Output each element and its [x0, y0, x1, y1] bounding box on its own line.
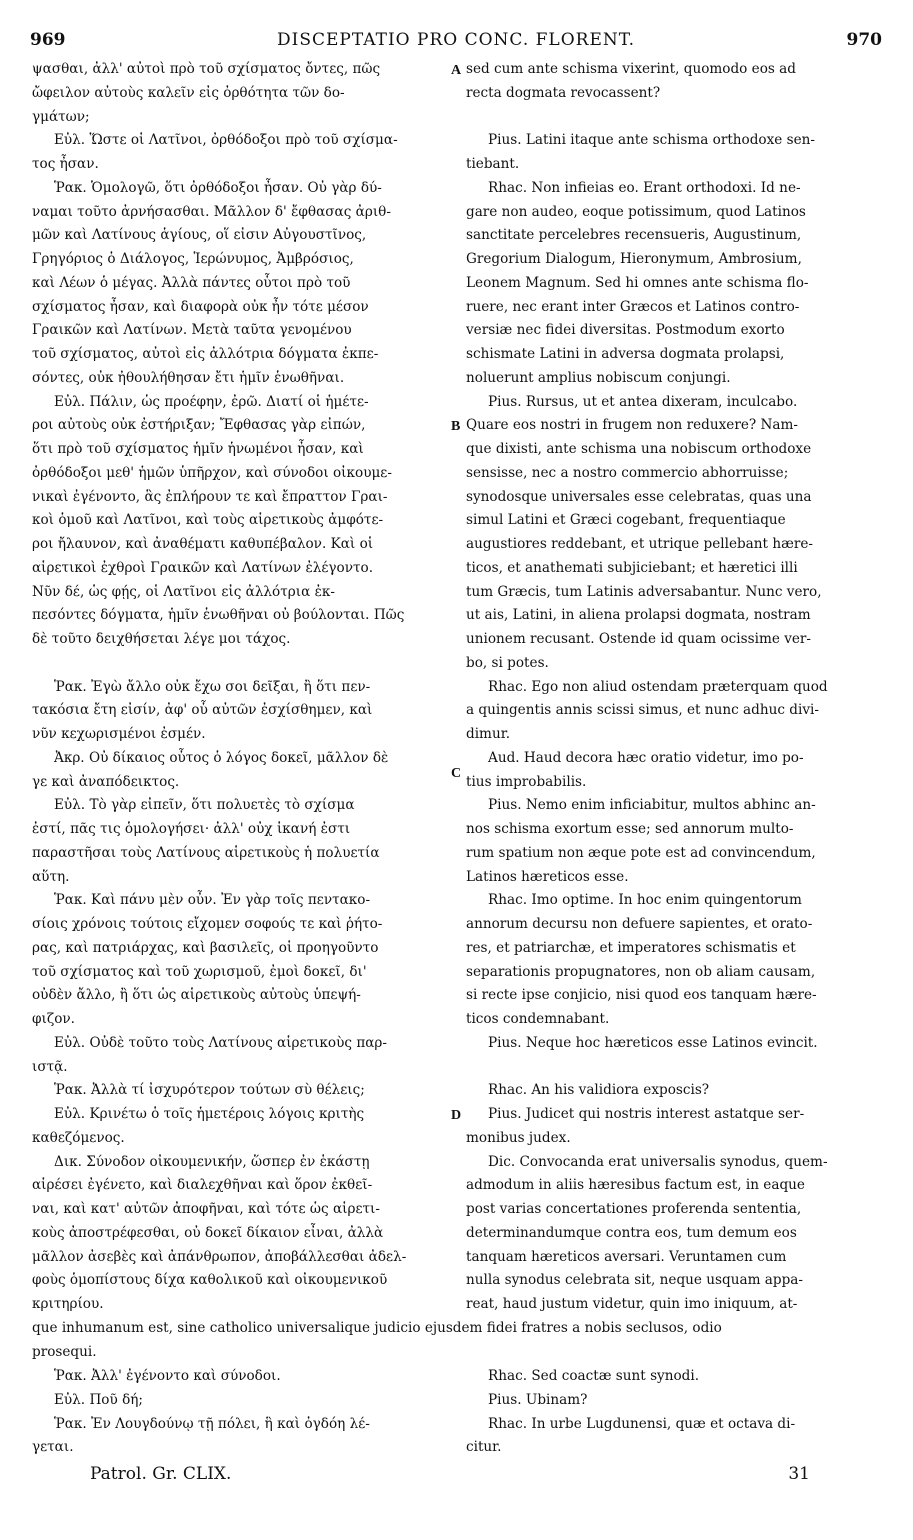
- running-title: DISCEPTATIO PRO CONC. FLORENT.: [277, 30, 635, 50]
- latin-text-line: monibus judex.: [466, 1129, 571, 1146]
- greek-text-line: σίοις χρόνοις τούτοις εἴχομεν σοφούς τε καὶ ῥήτο-: [32, 916, 383, 932]
- latin-text-line: [466, 106, 878, 130]
- greek-text-line: πεσόντες δόγματα, ἡμῖν ἑνωθῆναι οὐ βούλονται. Πῶς: [32, 607, 405, 624]
- greek-text-line: σχίσματος ἦσαν, καὶ διαφορὰ οὐκ ἦν τότε μέσον: [32, 298, 369, 315]
- latin-text-line: tum Græcis, tum Latinis adversabantur. Nunc vero,: [466, 583, 822, 600]
- greek-text-line: [32, 652, 447, 676]
- latin-text-line: bo, si potes.: [466, 654, 549, 671]
- latin-text-line: ruere, nec erant inter Græcos et Latinos contro-: [466, 298, 800, 315]
- greek-text-line: σόντες, οὐκ ἠθουλήθησαν ἔτι ἡμῖν ἑνωθῆναι.: [32, 369, 345, 386]
- latin-text-line: ut ais, Latini, in aliena prolapsi dogmata, nostram: [466, 607, 811, 624]
- greek-text-line: ιστᾷ.: [32, 1058, 68, 1075]
- latin-text-line: noluerunt amplius nobiscum conjungi.: [466, 369, 731, 386]
- latin-text-line: Rhac. Ego non aliud ostendam præterquam quod: [488, 678, 828, 695]
- latin-text-line: dimur.: [466, 726, 511, 742]
- latin-text-line: a quingentis annis scissi simus, et nunc adhuc divi-: [466, 702, 819, 719]
- latin-text-line: augustiores reddebant, et utrique pellebant hære-: [466, 536, 813, 552]
- latin-text-line: [466, 1056, 878, 1080]
- latin-text-line: sensisse, nec a nostro commercio abhorruisse;: [466, 464, 789, 481]
- page-header: [30, 30, 882, 56]
- latin-text-line: unionem recusant. Ostende id quam ocissime ver-: [466, 631, 812, 647]
- latin-text-line: Leonem Magnum. Sed hi omnes ante schisma flo-: [466, 274, 809, 291]
- greek-text-line: γε καὶ ἀναπόδεικτος.: [32, 773, 180, 790]
- greek-text-line: Ῥακ. Ἐν Λουγδούνῳ τῇ πόλει, ἣ καὶ ὀγδόη λέ-: [54, 1415, 370, 1432]
- greek-text-line: μῶν καὶ Λατίνους ἁγίους, οἵ εἰσιν Αὐγουστῖνος,: [32, 227, 367, 244]
- series-label: Patrol. Gr. CLIX.: [90, 1464, 232, 1484]
- page-footer: [90, 1464, 810, 1492]
- greek-text-line: Γραικῶν καὶ Λατίνων. Μετὰ ταῦτα γενομένου: [32, 322, 352, 339]
- greek-text-line: αἱρέσει ἐγένετο, καὶ διαλεχθῆναι καὶ ὅρον ἐκθεῖ-: [32, 1177, 373, 1194]
- latin-text-line: Quare eos nostri in frugem non reduxere? Nam-: [466, 417, 798, 434]
- latin-text-line: Latinos hæreticos esse.: [466, 868, 629, 885]
- latin-text-line: schismate Latini in adversa dogmata prolapsi,: [466, 346, 785, 362]
- section-marker-c: C: [451, 766, 462, 781]
- latin-text-line: tiebant.: [466, 156, 520, 172]
- greek-text-line: Ῥακ. Ἀλλὰ τί ἰσχυρότερον τούτων σὺ θέλεις;: [54, 1082, 365, 1099]
- greek-text-line: Ἀκρ. Οὐ δίκαιος οὗτος ὁ λόγος δοκεῖ, μᾶλλον δὲ: [54, 749, 389, 766]
- latin-text-line: Pius. Ubinam?: [488, 1391, 588, 1408]
- greek-text-line: Ῥακ. Καὶ πάνυ μὲν οὖν. Ἐν γὰρ τοῖς πεντακο-: [54, 892, 371, 909]
- greek-text-line: καθεζόμενος.: [32, 1129, 125, 1146]
- greek-text-line: καὶ Λέων ὁ μέγας. Ἀλλὰ πάντες οὗτοι πρὸ τοῦ: [32, 274, 351, 291]
- greek-text-line: Εὐλ. Οὐδὲ τοῦτο τοὺς Λατίνους αἱρετικοὺς παρ-: [54, 1034, 388, 1051]
- latin-text-line: Pius. Rursus, ut et antea dixeram, inculcabo.: [488, 393, 798, 410]
- latin-text-line: Pius. Neque hoc hæreticos esse Latinos evincit.: [488, 1034, 818, 1051]
- latin-text-line: res, et patriarchæ, et imperatores schismatis et: [466, 939, 796, 956]
- latin-text-line: que dixisti, ante schisma una nobiscum orthodoxe: [466, 441, 812, 457]
- page-number-left: 969: [30, 30, 66, 50]
- greek-text-line: Εὐλ. Κρινέτω ὁ τοῖς ἡμετέροις λόγοις κριτὴς: [54, 1106, 365, 1122]
- greek-text-line: φοὺς ὁμοπίστους δίχα καθολικοῦ καὶ οἰκουμενικοῦ: [32, 1272, 388, 1289]
- latin-text-line: Rhac. Imo optime. In hoc enim quingentorum: [488, 892, 802, 909]
- greek-text-line: ναι, καὶ κατ' αὐτῶν ἀποφῆναι, καὶ τότε ὡς αἱρετι-: [32, 1201, 380, 1217]
- latin-text-line: simul Latini et Græci cogebant, frequentiaque: [466, 512, 786, 529]
- greek-text-line: ὅτι πρὸ τοῦ σχίσματος ἡμῖν ἡνωμένοι ἦσαν, καὶ: [32, 441, 364, 457]
- greek-text-line: παραστῆσαι τοὺς Λατίνους αἱρετικοὺς ἡ πολυετία: [32, 844, 380, 861]
- greek-text-line: κοὶ ὁμοῦ καὶ Λατῖνοι, καὶ τοὺς αἱρετικοὺς ἀμφότε-: [32, 512, 384, 529]
- greek-text-line: ἐστί, πᾶς τις ὁμολογήσει· ἀλλ' οὐχ ἱκανή ἐστι: [32, 821, 351, 837]
- latin-text-line: Rhac. Non infieias eo. Erant orthodoxi. Id ne-: [488, 179, 801, 196]
- latin-text-line: Dic. Convocanda erat universalis synodus, quem-: [488, 1153, 828, 1170]
- latin-text-line: Aud. Haud decora hæc oratio videtur, imo po-: [488, 749, 804, 766]
- greek-text-line: ψασθαι, ἀλλ' αὐτοὶ πρὸ τοῦ σχίσματος ὄντες, πῶς: [32, 61, 381, 77]
- greek-text-line: Νῦν δέ, ὡς φῄς, οἱ Λατῖνοι εἰς ἀλλότρια ἐκ-: [32, 583, 335, 600]
- latin-text-line: reat, haud justum videtur, quin imo iniquum, at-: [466, 1296, 798, 1312]
- latin-bottom-column: [466, 1365, 878, 1460]
- greek-text-line: Εὐλ. Ὥστε οἱ Λατῖνοι, ὀρθόδοξοι πρὸ τοῦ σχίσμα-: [54, 132, 398, 149]
- greek-text-line: γμάτων;: [32, 108, 90, 125]
- latin-text-line: determinandumque contra eos, tum demum eos: [466, 1224, 797, 1241]
- greek-text-line: φιζον.: [32, 1011, 75, 1027]
- latin-text-line: nos schisma exortum esse; sed annorum multo-: [466, 821, 794, 837]
- greek-text-line: τοῦ σχίσματος καὶ τοῦ χωρισμοῦ, ἐμοὶ δοκεῖ, δι': [32, 963, 367, 980]
- latin-text-line: sed cum ante schisma vixerint, quomodo eos ad: [466, 61, 796, 77]
- latin-text-line: ticos, et anathemati subjiciebant; et hæretici illi: [466, 559, 798, 576]
- section-marker-b: B: [451, 419, 461, 434]
- greek-text-line: ροι ἤλαυνον, καὶ ἀναθέματι καθυπέβαλον. Καὶ οἱ: [32, 536, 374, 552]
- greek-text-line: οὐδὲν ἄλλο, ἢ ὅτι ὡς αἱρετικοὺς αὐτοὺς ὑπεψή-: [32, 987, 361, 1004]
- latin-text-line: Gregorium Dialogum, Hieronymum, Ambrosium,: [466, 251, 802, 267]
- latin-text-line: annorum decursu non defuere sapientes, et orato-: [466, 916, 813, 932]
- section-marker-a: A: [451, 63, 462, 78]
- greek-text-line: αὕτη.: [32, 868, 70, 885]
- greek-text-line: νῦν κεχωρισμένοι ἐσμέν.: [32, 726, 206, 742]
- latin-text-line: tanquam hæreticos aversari. Veruntamen cum: [466, 1248, 787, 1265]
- greek-text-line: Εὐλ. Πάλιν, ὡς προέφην, ἐρῶ. Διατί οἱ ἡμέτε-: [54, 393, 369, 410]
- latin-column: [466, 58, 878, 1317]
- latin-text-line: recta dogmata revocassent?: [466, 84, 661, 101]
- latin-text-line: Pius. Judicet qui nostris interest astatque ser-: [488, 1106, 805, 1122]
- full-width-line: prosequi.: [32, 1343, 97, 1360]
- latin-text-line: ticos condemnabant.: [466, 1011, 610, 1027]
- greek-text-line: Γρηγόριος ὁ Διάλογος, Ἱερώνυμος, Ἀμβρόσιος,: [32, 251, 354, 267]
- latin-text-line: nulla synodus celebrata sit, neque usquam appa-: [466, 1272, 803, 1289]
- latin-text-line: synodosque universales esse celebratas, quas una: [466, 488, 812, 505]
- greek-text-line: αἱρετικοὶ ἐχθροὶ Γραικῶν καὶ Λατίνων ἐλέγοντο.: [32, 559, 374, 576]
- signature-number: 31: [788, 1464, 810, 1484]
- greek-text-line: δὲ τοῦτο δειχθήσεται λέγε μοι τάχος.: [32, 631, 291, 647]
- greek-text-line: μᾶλλον ἀσεβὲς καὶ ἀπάνθρωπον, ἀποβάλλεσθαι ἀδελ-: [32, 1248, 407, 1265]
- greek-text-line: Ῥακ. Ἐγὼ ἄλλο οὐκ ἔχω σοι δεῖξαι, ἢ ὅτι πεν-: [54, 678, 371, 695]
- greek-text-line: νικαὶ ἐγένοντο, ἃς ἐπλήρουν τε καὶ ἔπραττον Γραι-: [32, 488, 388, 505]
- full-width-line: que inhumanum est, sine catholico universalique judicio ejusdem fidei fratres a nobis seclusos, odio: [32, 1320, 722, 1336]
- latin-text-line: tius improbabilis.: [466, 773, 587, 790]
- greek-text-line: γεται.: [32, 1439, 74, 1456]
- latin-text-line: Pius. Nemo enim inficiabitur, multos abhinc an-: [488, 797, 816, 814]
- page-number-right: 970: [846, 30, 882, 50]
- latin-text-line: Rhac. Sed coactæ sunt synodi.: [488, 1368, 700, 1384]
- greek-text-line: ροι αὐτοὺς οὐκ ἐστήριξαν; Ἔφθασας γὰρ εἰπών,: [32, 417, 366, 434]
- full-width-text: [32, 1317, 882, 1365]
- latin-text-line: separationis propugnatores, non ob aliam causam,: [466, 963, 816, 980]
- greek-bottom-column: [32, 1365, 447, 1460]
- section-marker-d: D: [451, 1108, 462, 1123]
- greek-text-line: τακόσια ἔτη εἰσίν, ἀφ' οὗ αὐτῶν ἐσχίσθημεν, καὶ: [32, 702, 373, 719]
- latin-text-line: post varias concertationes proferenda sententia,: [466, 1201, 802, 1217]
- greek-text-line: Εὐλ. Τὸ γὰρ εἰπεῖν, ὅτι πολυετὲς τὸ σχίσμα: [54, 797, 355, 814]
- latin-text-line: Rhac. In urbe Lugdunensi, quæ et octava di-: [488, 1415, 796, 1432]
- latin-text-line: sanctitate percelebres recensueris, Augustinum,: [466, 227, 802, 244]
- latin-text-line: Pius. Latini itaque ante schisma orthodoxe sen-: [488, 132, 816, 149]
- latin-text-line: gare non audeo, eoque potissimum, quod Latinos: [466, 203, 806, 220]
- greek-text-line: ρας, καὶ πατριάρχας, καὶ βασιλεῖς, οἱ προηγοῦντο: [32, 939, 379, 956]
- greek-text-line: ὤφειλον αὐτοὺς καλεῖν εἰς ὀρθότητα τῶν δο-: [32, 84, 345, 101]
- greek-text-line: ὀρθόδοξοι μεθ' ἡμῶν ὑπῆρχον, καὶ σύνοδοι οἰκουμε-: [32, 464, 392, 481]
- latin-text-line: rum spatium non æque pote est ad convincendum,: [466, 844, 816, 861]
- greek-text-line: Εὐλ. Ποῦ δή;: [54, 1391, 143, 1408]
- greek-column: [32, 58, 447, 1317]
- latin-text-line: Rhac. An his validiora exposcis?: [488, 1082, 710, 1099]
- greek-text-line: Δικ. Σύνοδον οἰκουμενικήν, ὥσπερ ἐν ἑκάστῃ: [54, 1153, 370, 1170]
- greek-text-line: Ῥακ. Ὁμολογῶ, ὅτι ὀρθόδοξοι ἦσαν. Οὐ γὰρ δύ-: [54, 179, 382, 196]
- greek-text-line: τος ἦσαν.: [32, 156, 99, 172]
- greek-text-line: Ῥακ. Ἀλλ' ἐγένοντο καὶ σύνοδοι.: [54, 1368, 281, 1384]
- greek-text-line: κοὺς ἀποστρέφεσθαι, οὐ δοκεῖ δίκαιον εἶναι, ἀλλὰ: [32, 1224, 384, 1241]
- greek-text-line: κριτηρίου.: [32, 1296, 104, 1312]
- latin-text-line: admodum in aliis hæresibus factum est, in eaque: [466, 1177, 805, 1194]
- greek-text-line: ναμαι τοῦτο ἀρνήσασθαι. Μᾶλλον δ' ἔφθασας ἀριθ-: [32, 203, 391, 220]
- latin-text-line: si recte ipse conjicio, nisi quod eos tanquam hære-: [466, 987, 817, 1004]
- latin-text-line: versiæ nec fidei diversitas. Postmodum exorto: [466, 322, 785, 339]
- latin-text-line: citur.: [466, 1439, 502, 1456]
- greek-text-line: τοῦ σχίσματος, αὐτοὶ εἰς ἀλλότρια δόγματα ἐκπε-: [32, 346, 379, 362]
